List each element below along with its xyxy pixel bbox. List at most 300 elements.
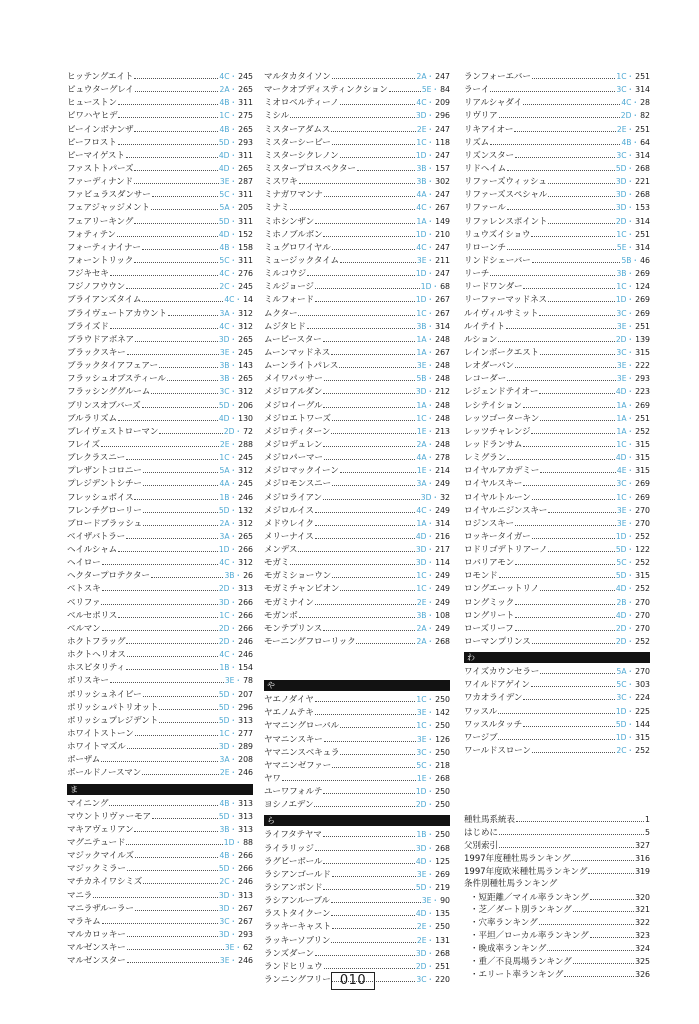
code-separator: ・ [426, 387, 435, 397]
leader-dots [151, 385, 218, 394]
page-ref: 144 [635, 719, 650, 729]
pedigree-code: 4B [219, 124, 230, 134]
index-entry [464, 622, 650, 635]
pedigree-code: 1C [219, 610, 230, 620]
page-ref: 247 [435, 72, 450, 81]
code-separator: ・ [229, 663, 238, 673]
code-separator: ・ [626, 597, 635, 607]
code-separator: ・ [626, 216, 635, 226]
horse-name: メドウレイク [264, 518, 314, 529]
page-ref: 153 [635, 203, 650, 213]
index-entry [464, 425, 650, 438]
page-ref: 250 [435, 800, 450, 810]
index-entry [67, 70, 253, 83]
horse-name: ユーワフォルテ [264, 787, 323, 798]
contents-title: ・短距離／マイル率ランキング [470, 892, 589, 903]
page-ref: 312 [238, 558, 253, 568]
page-ref: 324 [635, 944, 650, 954]
page-ref: 245 [238, 453, 253, 463]
pedigree-code: 2E [416, 124, 427, 134]
page-ref: 124 [635, 282, 650, 292]
pedigree-code: 5C [416, 760, 427, 770]
leader-dots [531, 425, 615, 434]
code-separator: ・ [426, 124, 435, 134]
horse-name: ミルコウジ [264, 269, 306, 280]
pedigree-code: 4D [415, 856, 427, 866]
index-entry [464, 665, 650, 678]
page-ref: 267 [435, 308, 450, 318]
index-entry [264, 785, 450, 798]
leader-dots [531, 228, 615, 237]
horse-name: メジロエトワーズ [264, 413, 331, 424]
index-entry [464, 438, 650, 451]
page-ref: 302 [435, 177, 450, 187]
contents-entry [464, 942, 650, 955]
contents-title: 1997年度欧米種牡馬ランキング [464, 866, 588, 877]
index-entry [264, 241, 450, 254]
leader-dots [515, 556, 615, 565]
page-ref: 248 [435, 334, 450, 344]
horse-name: ヘイロー [67, 558, 101, 569]
code-separator: ・ [626, 584, 635, 594]
leader-dots [315, 842, 415, 851]
leader-dots [340, 464, 416, 473]
horse-name: ロモンド [464, 571, 498, 582]
code-separator: ・ [626, 387, 635, 397]
leader-dots [102, 622, 218, 631]
horse-name: ルイヴィルサミット [464, 308, 539, 319]
page-ref: 126 [435, 734, 450, 744]
leader-dots [540, 582, 615, 591]
pedigree-code: 2C [219, 282, 230, 292]
index-entry [67, 688, 253, 701]
code-separator: ・ [626, 518, 635, 528]
horse-name: ミホノブルボン [264, 229, 323, 240]
code-separator: ・ [234, 676, 243, 686]
code-separator: ・ [431, 492, 440, 502]
horse-name: マルタカタイソン [264, 72, 331, 82]
horse-name: レオダーバン [464, 361, 514, 372]
pedigree-code: 5E [421, 85, 432, 95]
code-separator: ・ [626, 667, 635, 677]
index-entry [264, 622, 450, 635]
leader-dots [117, 228, 218, 237]
page-ref: 266 [238, 597, 253, 607]
page-ref: 275 [238, 111, 253, 121]
code-separator: ・ [426, 610, 435, 620]
horse-name: フォーントリック [67, 255, 134, 266]
code-separator: ・ [426, 321, 435, 331]
index-entry [67, 280, 253, 293]
index-entry [464, 569, 650, 582]
pedigree-code: 4C [416, 242, 427, 252]
index-entry [67, 648, 253, 661]
leader-dots [110, 674, 224, 683]
code-separator: ・ [426, 856, 435, 866]
horse-name: ロイヤルアカデミー [464, 466, 540, 477]
horse-name: ブロードブラッシュ [67, 518, 142, 529]
horse-name: ファビュラスダンサー [67, 190, 151, 201]
code-separator: ・ [631, 255, 640, 265]
index-entry [67, 188, 253, 201]
index-entry [264, 881, 450, 894]
code-separator: ・ [626, 706, 635, 716]
code-separator: ・ [426, 571, 435, 581]
code-separator: ・ [426, 518, 435, 528]
index-entry [67, 661, 253, 674]
code-separator: ・ [626, 321, 635, 331]
page-ref: 311 [238, 216, 253, 226]
code-separator: ・ [426, 935, 435, 945]
pedigree-code: 5D [218, 864, 230, 874]
pedigree-code: 4B [219, 242, 230, 252]
page-ref: 266 [238, 851, 253, 861]
leader-dots [516, 813, 644, 822]
code-separator: ・ [626, 439, 635, 449]
code-separator: ・ [229, 877, 238, 887]
page-ref: 250 [435, 787, 450, 797]
index-entry [464, 596, 650, 609]
code-separator: ・ [229, 742, 238, 752]
page-ref: 135 [435, 909, 450, 919]
pedigree-code: 4D [615, 453, 627, 463]
pedigree-code: 3D [218, 597, 230, 607]
index-entry [264, 346, 450, 359]
horse-name: ポリッシュパトリオット [67, 702, 159, 713]
index-entry [67, 569, 253, 582]
pedigree-code: 1A [416, 347, 427, 357]
index-entry [464, 464, 650, 477]
pedigree-code: 3C [616, 150, 627, 160]
index-entry [464, 399, 650, 412]
index-entry [264, 609, 450, 622]
code-separator: ・ [431, 896, 440, 906]
page-ref: 313 [238, 824, 253, 834]
leader-dots [315, 517, 416, 526]
index-entry [264, 746, 450, 759]
kana-section-header [264, 680, 450, 691]
index-entry [464, 188, 650, 201]
horse-name: リファール [464, 203, 506, 214]
leader-dots [118, 412, 218, 421]
page-ref: 276 [238, 269, 253, 279]
page-ref: 313 [238, 811, 253, 821]
code-separator: ・ [229, 623, 238, 633]
leader-dots [135, 727, 219, 736]
code-separator: ・ [229, 851, 238, 861]
leader-dots [490, 267, 615, 276]
contents-entry [464, 968, 650, 981]
horse-name: メジロアルダン [264, 387, 323, 398]
leader-dots [323, 881, 414, 890]
code-separator: ・ [426, 98, 435, 108]
index-entry [264, 934, 450, 947]
leader-dots [323, 438, 415, 447]
pedigree-code: 5D [615, 571, 627, 581]
horse-name: マキアヴェリアン [67, 824, 134, 835]
leader-dots [142, 766, 219, 775]
page-ref: 82 [640, 111, 650, 121]
horse-name: ワッスル [464, 706, 498, 717]
code-separator: ・ [631, 137, 640, 147]
index-entry [67, 320, 253, 333]
page-ref: 320 [635, 892, 650, 902]
pedigree-code: 5D [218, 216, 230, 226]
index-entry [264, 719, 450, 732]
leader-dots [515, 517, 616, 526]
pedigree-code: 1A [416, 334, 427, 344]
index-entry [464, 96, 650, 109]
leader-dots [323, 855, 415, 864]
index-entry [264, 425, 450, 438]
code-separator: ・ [426, 774, 435, 784]
horse-name: レコーダー [464, 374, 506, 385]
pedigree-code: 5B [416, 374, 427, 384]
horse-name: リファーズスペシャル [464, 190, 548, 201]
code-separator: ・ [229, 374, 238, 384]
page-ref: 311 [238, 255, 253, 265]
horse-name: ミスターシービー [264, 137, 331, 148]
horse-name: メジロマックイーン [264, 466, 339, 477]
page-ref: 214 [435, 466, 450, 476]
code-separator: ・ [626, 177, 635, 187]
index-entry [264, 517, 450, 530]
pedigree-code: 4C [219, 269, 230, 279]
pedigree-code: 1D [420, 282, 432, 292]
page-ref: 314 [635, 150, 650, 160]
leader-dots [588, 865, 634, 874]
pedigree-code: 3A [219, 755, 230, 765]
code-separator: ・ [229, 466, 238, 476]
index-entry [67, 504, 253, 517]
horse-name: ブライアンズタイム [67, 295, 142, 306]
horse-name: ルイテイト [464, 321, 505, 332]
leader-dots [340, 582, 415, 591]
index-column-3 [464, 70, 650, 981]
horse-name: ヒューストン [67, 98, 117, 109]
leader-dots [548, 543, 614, 552]
index-entry [67, 451, 253, 464]
code-separator: ・ [229, 755, 238, 765]
horse-name: ファーディナンド [67, 177, 133, 188]
leader-dots [142, 399, 218, 408]
pedigree-code: 3D [415, 545, 427, 555]
leader-dots [332, 70, 416, 79]
pedigree-code: 1D [415, 150, 427, 160]
pedigree-code: 1C [416, 413, 427, 423]
pedigree-code: 2E [416, 597, 427, 607]
pedigree-code: 4B [621, 137, 632, 147]
code-separator: ・ [626, 505, 635, 515]
horse-name: ブラックスキー [67, 347, 126, 358]
pedigree-code: 4B [219, 98, 230, 108]
leader-dots [142, 241, 219, 250]
code-separator: ・ [626, 558, 635, 568]
code-separator: ・ [229, 505, 238, 515]
page-ref: 251 [435, 961, 450, 971]
leader-dots [547, 942, 634, 951]
horse-name: ラッキーキャスト [264, 922, 331, 933]
page-ref: 250 [435, 922, 450, 932]
contents-title: ・穴率ランキング [470, 918, 538, 929]
pedigree-code: 3B [219, 361, 230, 371]
horse-name: マニラ [67, 890, 93, 901]
horse-name: ロングエーットリノ [464, 584, 539, 595]
horse-name: フレイズ [67, 439, 100, 450]
contents-entry [464, 903, 650, 916]
horse-name: ベトスキ [67, 584, 101, 595]
leader-dots [590, 929, 635, 938]
code-separator: ・ [426, 361, 435, 371]
pedigree-code: 4D [615, 610, 627, 620]
page-ref: 225 [635, 706, 650, 716]
code-separator: ・ [229, 453, 238, 463]
index-entry [464, 149, 650, 162]
page-ref: 270 [635, 597, 650, 607]
code-separator: ・ [626, 719, 635, 729]
leader-dots [571, 852, 634, 861]
leader-dots [389, 83, 421, 92]
code-separator: ・ [229, 190, 238, 200]
page-ref: 125 [435, 856, 450, 866]
pedigree-code: 2A [219, 85, 230, 95]
contents-entry [464, 891, 650, 904]
section-spacer [464, 757, 650, 785]
horse-name: ブライズド [67, 321, 109, 332]
horse-name: メジロデュレン [264, 439, 323, 450]
code-separator: ・ [229, 702, 238, 712]
leader-dots [340, 719, 415, 728]
leader-dots [134, 175, 219, 184]
contents-entry [464, 852, 650, 865]
page-ref: 265 [238, 124, 253, 134]
page-ref: 247 [435, 150, 450, 160]
code-separator: ・ [626, 466, 635, 476]
horse-name: モンテプリンス [264, 623, 323, 634]
contents-entry [464, 955, 650, 968]
index-entry [264, 772, 450, 785]
section-spacer [264, 648, 450, 676]
page-ref: 208 [238, 755, 253, 765]
index-entry [464, 346, 650, 359]
index-entry [464, 543, 650, 556]
page-ref: 249 [435, 597, 450, 607]
horse-name: ファストトパーズ [67, 163, 134, 174]
horse-name: ポリッシュネイビー [67, 689, 142, 700]
code-separator: ・ [631, 111, 640, 121]
index-entry [67, 740, 253, 753]
pedigree-code: 1C [219, 729, 230, 739]
index-entry [264, 451, 450, 464]
leader-dots [324, 188, 416, 197]
code-separator: ・ [229, 715, 238, 725]
horse-name: ロッキータイガー [464, 531, 531, 542]
horse-name: リュウズイショウ [464, 229, 531, 240]
contents-title: ・平坦／ローカル率ランキング [470, 931, 589, 942]
index-entry [464, 705, 650, 718]
contents-title: 1997年度種牡馬ランキング [464, 853, 571, 864]
pedigree-code: 3D [218, 890, 230, 900]
leader-dots [548, 293, 615, 302]
page-ref: 268 [435, 637, 450, 647]
code-separator: ・ [229, 610, 238, 620]
page-ref: 149 [435, 216, 450, 226]
index-entry [67, 228, 253, 241]
page-ref: 268 [635, 163, 650, 173]
section-spacer [464, 785, 650, 813]
leader-dots [152, 188, 219, 197]
leader-dots [332, 569, 415, 578]
index-entry [67, 701, 253, 714]
leader-dots [127, 928, 218, 937]
index-entry [264, 307, 450, 320]
code-separator: ・ [426, 948, 435, 958]
horse-name: ピーマイゲスト [67, 150, 125, 161]
code-separator: ・ [229, 72, 238, 81]
pedigree-code: 3E [616, 374, 627, 384]
page-ref: 267 [435, 203, 450, 213]
page-ref: 314 [635, 216, 650, 226]
leader-dots [315, 693, 416, 702]
horse-name: リファレンスポイント [464, 216, 548, 227]
index-entry [264, 254, 450, 267]
pedigree-code: 4A [416, 190, 427, 200]
page-ref: 269 [635, 295, 650, 305]
index-entry [264, 842, 450, 855]
index-entry [67, 175, 253, 188]
index-entry [264, 333, 450, 346]
pedigree-code: 1C [616, 492, 627, 502]
code-separator: ・ [229, 124, 238, 134]
index-entry [464, 215, 650, 228]
code-separator: ・ [626, 72, 635, 81]
page-ref: 266 [238, 610, 253, 620]
index-entry [264, 293, 450, 306]
page-ref: 296 [435, 111, 450, 121]
code-separator: ・ [426, 531, 435, 541]
horse-name: ミホシンザン [264, 216, 314, 227]
page-ref: 251 [635, 321, 650, 331]
index-entry [464, 504, 650, 517]
leader-dots [315, 706, 416, 715]
index-entry [264, 464, 450, 477]
page-ref: 142 [435, 708, 450, 718]
index-entry [67, 862, 253, 875]
leader-dots [331, 907, 414, 916]
horse-name: ラッキーソブリン [264, 935, 331, 946]
leader-dots [532, 744, 616, 753]
pedigree-code: 5A [219, 466, 230, 476]
index-entry [67, 622, 253, 635]
pedigree-code: 3A [416, 479, 427, 489]
leader-dots [340, 254, 416, 263]
pedigree-code: 4C [621, 98, 632, 108]
leader-dots [540, 464, 616, 473]
index-entry [264, 123, 450, 136]
code-separator: ・ [426, 869, 435, 879]
contents-title: 条件別種牡馬ランキング [464, 878, 558, 889]
horse-name: ヤマニンゼファー [264, 760, 331, 771]
index-entry [464, 691, 650, 704]
page-ref: 90 [440, 896, 450, 906]
pedigree-code: 1D [615, 732, 627, 742]
contents-entry [464, 916, 650, 929]
leader-dots [532, 530, 615, 539]
pedigree-code: 4B [219, 798, 230, 808]
horse-name: ブリンスオブバーズ [67, 400, 141, 411]
index-entry [67, 556, 253, 569]
page-ref: 249 [435, 479, 450, 489]
